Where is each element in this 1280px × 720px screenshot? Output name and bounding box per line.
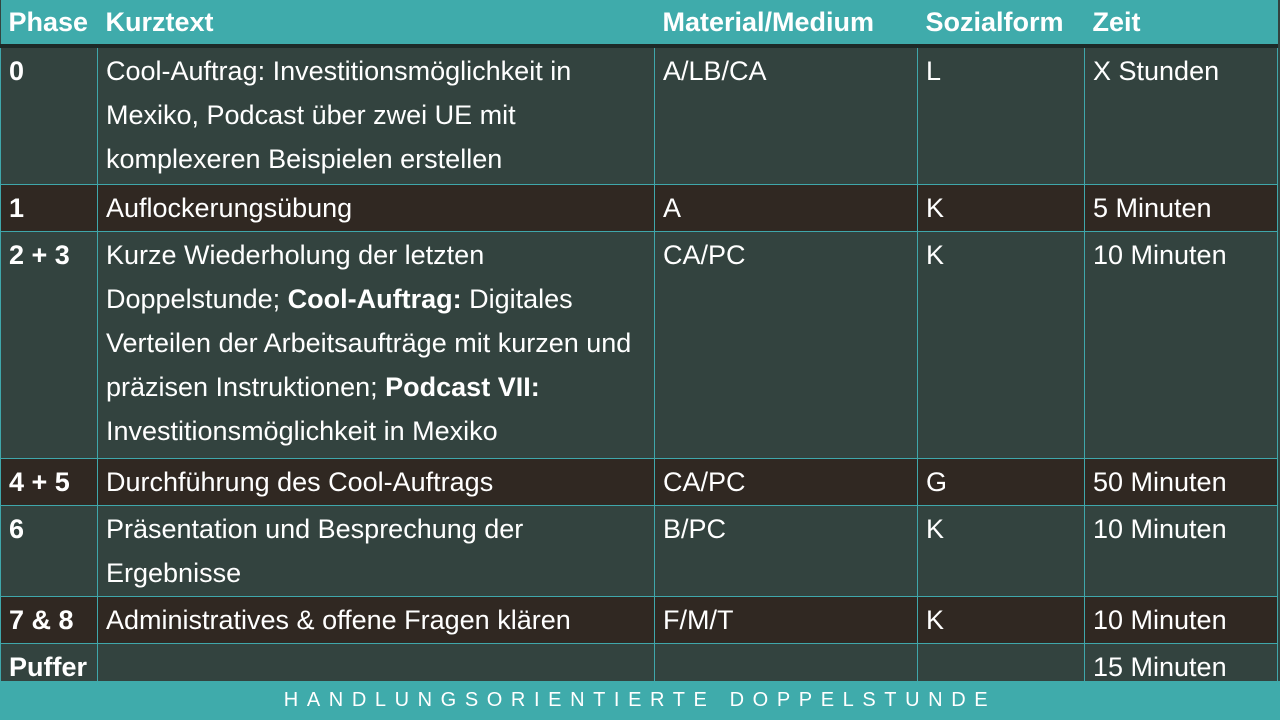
cell-material: B/PC <box>655 505 918 596</box>
column-header-zeit: Zeit <box>1085 0 1278 46</box>
column-header-material: Material/Medium <box>655 0 918 46</box>
table-row <box>1 231 1278 458</box>
bold-text-run: Podcast VII: <box>385 371 540 402</box>
cell-kurztext <box>98 596 655 643</box>
cell-zeit: 10 Minuten <box>1085 505 1278 596</box>
cell-material: CA/PC <box>655 231 918 458</box>
cell-material: A/LB/CA <box>655 46 918 184</box>
cell-sozialform: K <box>918 231 1085 458</box>
text-run: Investitionsmöglichkeit in Mexiko <box>106 415 498 446</box>
cell-zeit: 10 Minuten <box>1085 596 1278 643</box>
text-run: Durchführung des Cool-Auftrags <box>106 466 494 497</box>
cell-sozialform: K <box>918 184 1085 231</box>
cell-material: F/M/T <box>655 596 918 643</box>
cell-phase: 6 <box>1 505 98 596</box>
column-header-sozialform: Sozialform <box>918 0 1085 46</box>
table-row <box>1 184 1278 231</box>
text-run: Administratives & offene Fragen klären <box>106 604 571 635</box>
cell-phase: 4 + 5 <box>1 458 98 505</box>
cell-phase: 2 + 3 <box>1 231 98 458</box>
cell-kurztext <box>98 505 655 596</box>
text-run: Auflockerungsübung <box>106 192 353 223</box>
cell-zeit: 15 Minuten <box>1085 643 1278 690</box>
table-row <box>1 596 1278 643</box>
table-row <box>1 46 1278 184</box>
cell-zeit: 10 Minuten <box>1085 231 1278 458</box>
table-header-row <box>1 0 1278 46</box>
text-run: Kurze Wiederholung der letzten Doppelstunde; <box>106 239 485 314</box>
cell-sozialform: K <box>918 505 1085 596</box>
cell-kurztext <box>98 231 655 458</box>
cell-phase: 0 <box>1 46 98 184</box>
table-row <box>1 505 1278 596</box>
cell-sozialform: G <box>918 458 1085 505</box>
table-body <box>1 46 1278 690</box>
cell-zeit: 5 Minuten <box>1085 184 1278 231</box>
cell-zeit: X Stunden <box>1085 46 1278 184</box>
cell-kurztext <box>98 458 655 505</box>
cell-kurztext <box>98 46 655 184</box>
table-row <box>1 458 1278 505</box>
footer-bar <box>0 681 1280 720</box>
cell-phase: 1 <box>1 184 98 231</box>
text-run: Cool-Auftrag: Investitionsmöglichkeit in Mexiko, Podcast über zwei UE mit komplexeren Beispielen erstellen <box>106 56 572 174</box>
column-header-phase: Phase <box>1 0 98 46</box>
cell-phase: 7 & 8 <box>1 596 98 643</box>
cell-material: A <box>655 184 918 231</box>
text-run: Digitales Verteilen der Arbeitsaufträge mit kurzen und präzisen Instruktionen; <box>106 283 632 402</box>
cell-zeit: 50 Minuten <box>1085 458 1278 505</box>
cell-sozialform: L <box>918 46 1085 184</box>
column-header-kurztext: Kurztext <box>98 0 655 46</box>
footer-title: HANDLUNGSORIENTIERTE DOPPELSTUNDE <box>283 689 997 711</box>
bold-text-run: Cool-Auftrag: <box>287 283 462 314</box>
cell-sozialform: K <box>918 596 1085 643</box>
cell-phase: Puffer <box>1 643 98 690</box>
text-run: Präsentation und Besprechung der Ergebnisse <box>106 513 524 588</box>
cell-material: CA/PC <box>655 458 918 505</box>
cell-kurztext <box>98 184 655 231</box>
